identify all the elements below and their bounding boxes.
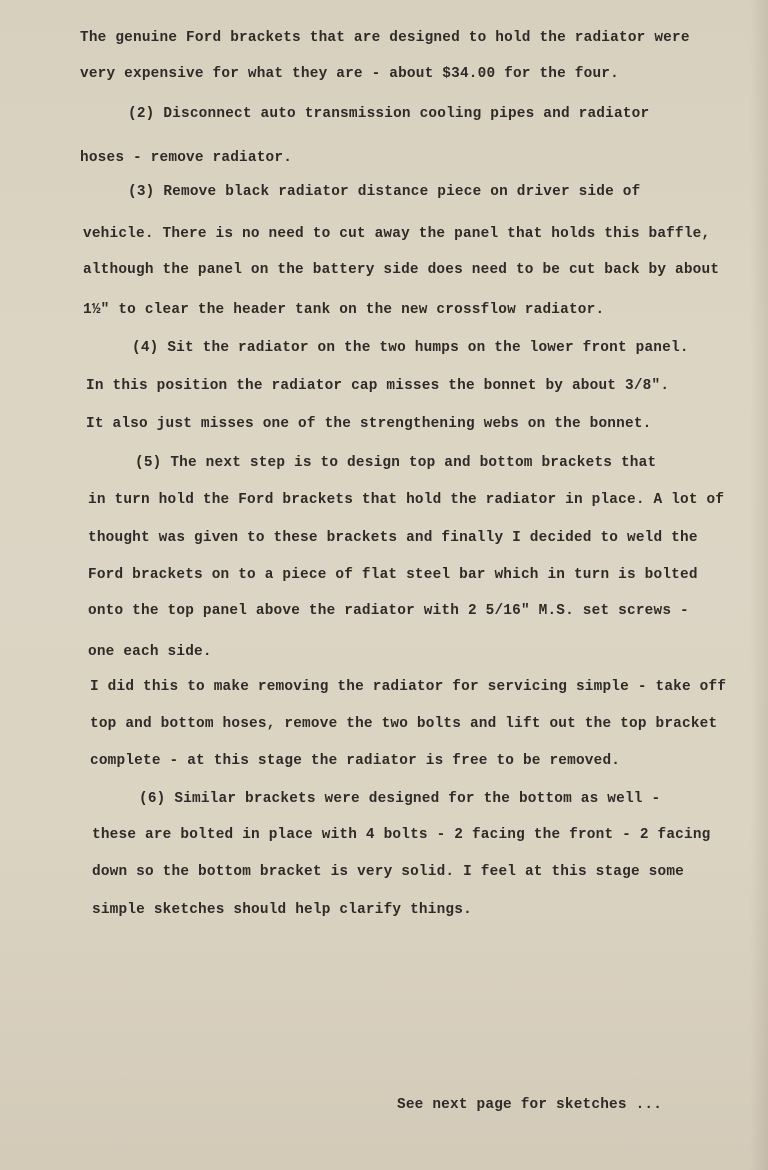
text-line-12: (5) The next step is to design top and bottom brackets that	[135, 455, 657, 471]
text-line-15: Ford brackets on to a piece of flat steel bar which in turn is bolted	[88, 567, 698, 583]
text-line-2: very expensive for what they are - about $34.00 for the four.	[80, 66, 619, 82]
text-line-18: I did this to make removing the radiator for servicing simple - take off	[90, 679, 727, 695]
text-line-6: vehicle. There is no need to cut away the panel that holds this baffle,	[83, 226, 711, 242]
text-line-7: although the panel on the battery side does need to be cut back by about	[83, 262, 720, 278]
text-line-24: simple sketches should help clarify things.	[92, 902, 472, 918]
text-line-1: The genuine Ford brackets that are designed to hold the radiator were	[80, 30, 690, 46]
footer-note: See next page for sketches ...	[397, 1097, 663, 1113]
text-line-8: 1½" to clear the header tank on the new crossflow radiator.	[83, 302, 605, 318]
text-line-21: (6) Similar brackets were designed for the bottom as well -	[139, 791, 661, 807]
text-line-19: top and bottom hoses, remove the two bolts and lift out the top bracket	[90, 716, 718, 732]
text-line-16: onto the top panel above the radiator with 2 5/16" M.S. set screws -	[88, 603, 689, 619]
text-line-23: down so the bottom bracket is very solid. I feel at this stage some	[92, 864, 684, 880]
page-shadow-edge	[750, 0, 768, 1170]
text-line-9: (4) Sit the radiator on the two humps on the lower front panel.	[132, 340, 689, 356]
text-line-3: (2) Disconnect auto transmission cooling pipes and radiator	[128, 106, 650, 122]
text-line-5: (3) Remove black radiator distance piece on driver side of	[128, 184, 641, 200]
text-line-20: complete - at this stage the radiator is free to be removed.	[90, 753, 621, 769]
text-line-10: In this position the radiator cap misses the bonnet by about 3/8".	[86, 378, 670, 394]
text-line-17: one each side.	[88, 644, 212, 660]
text-line-22: these are bolted in place with 4 bolts - 2 facing the front - 2 facing	[92, 827, 711, 843]
text-line-11: It also just misses one of the strengthening webs on the bonnet.	[86, 416, 652, 432]
text-line-14: thought was given to these brackets and finally I decided to weld the	[88, 530, 698, 546]
text-line-4: hoses - remove radiator.	[80, 150, 293, 166]
text-line-13: in turn hold the Ford brackets that hold the radiator in place. A lot of	[88, 492, 725, 508]
